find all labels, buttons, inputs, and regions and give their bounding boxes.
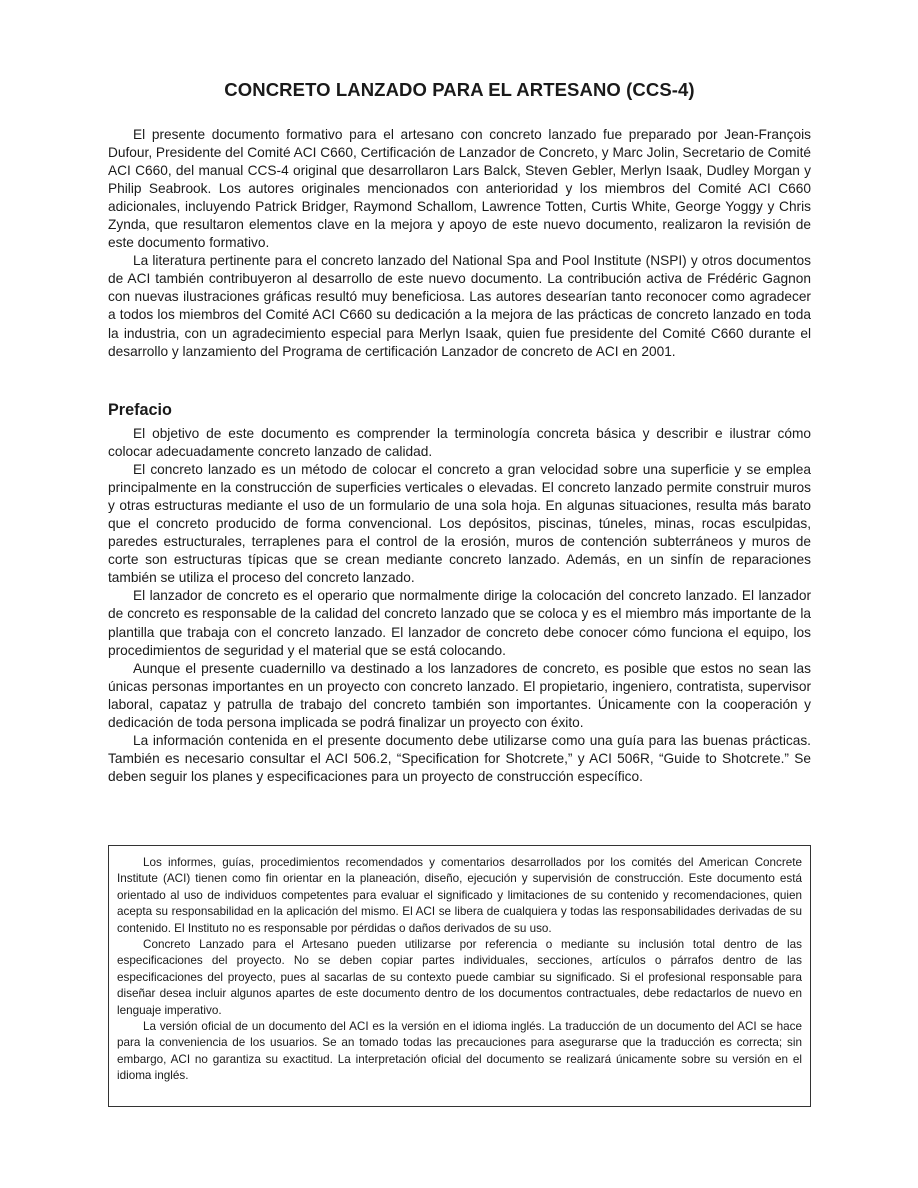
- document-title: CONCRETO LANZADO PARA EL ARTESANO (CCS-4): [224, 79, 695, 100]
- preface-section: [108, 425, 811, 786]
- preface-paragraph: El concreto lanzado es un método de colocar el concreto a gran velocidad sobre una superficie y se emplea principalmente en la construcción de superficies verticales o elevadas. El concreto lanzado permite construir muros y otras estructuras mediante el uso de un formulario de una sola hoja. En algunas situaciones, resulta más barato que el concreto producido de forma convencional. Los depósitos, piscinas, túneles, minas, rocas esculpidas, paredes estructurales, terraplenes para el control de la erosión, muros de contención subterráneos y muros de corte son estructuras típicas que se crean mediante concreto lanzado. Además, en un sinfín de reparaciones también se utiliza el proceso del concreto lanzado.: [108, 462, 811, 586]
- disclaimer-paragraph: Concreto Lanzado para el Artesano pueden utilizarse por referencia o mediante su inclusión total dentro de las especificaciones del proyecto. No se deben copiar partes individuales, secciones, artículos o párrafos dentro de las especificaciones del proyecto, pues al sacarlas de su contexto puede cambiar su significado. Si el profesional responsable para diseñar desea incluir algunos apartes de este documento dentro de los documentos contractuales, debe redactarlos de nuevo en lenguaje imperativo.: [117, 938, 802, 1017]
- preface-paragraph: El objetivo de este documento es comprender la terminología concreta básica y describir e ilustrar cómo colocar adecuadamente concreto lanzado de calidad.: [108, 426, 811, 460]
- preface-paragraph: La información contenida en el presente documento debe utilizarse como una guía para las buenas prácticas. También es necesario consultar el ACI 506.2, “Specification for Shotcrete,” y ACI 506R, “Guide to Shotcrete.” Se deben seguir los planes y especificaciones para un proyecto de construcción específico.: [108, 732, 811, 784]
- intro-paragraph: La literatura pertinente para el concreto lanzado del National Spa and Pool Institute (NSPI) y otros documentos de ACI también contribuyeron al desarrollo de este nuevo documento. La contribución activa de Frédéric Gagnon con nuevas ilustraciones gráficas resultó muy beneficiosa. Las autores desearían tanto reconocer como agradecer a todos los miembros del Comité ACI C660 su dedicación a la mejora de las prácticas de concreto lanzado en toda la industria, con un agradecimiento especial para Merlyn Isaak, quien fue presidente del Comité C660 durante el desarrollo y lanzamiento del Programa de certificación Lanzador de concreto de ACI en 2001.: [108, 253, 811, 359]
- disclaimer-paragraph: La versión oficial de un documento del ACI es la versión en el idioma inglés. La traducción de un documento del ACI se hace para la conveniencia de los usuarios. Se an tomado todas las precauciones para asegurarse que la traducción es correcta; sin embargo, ACI no garantiza su exactitud. La interpretación oficial del documento se realizará únicamente sobre su versión en el idioma inglés.: [117, 1020, 802, 1083]
- intro-section: [108, 126, 811, 361]
- intro-paragraph: El presente documento formativo para el artesano con concreto lanzado fue preparado por Jean-François Dufour, Presidente del Comité ACI C660, Certificación de Lanzador de Concreto, y Marc Jolin, Secretario de Comité ACI C660, del manual CCS-4 original que desarrollaron Lars Balck, Steven Gebler, Merlyn Isaak, Dudley Morgan y Philip Seabrook. Los autores originales mencionados con anterioridad y los miembros del Comité ACI C660 adicionales, incluyendo Patrick Bridger, Raymond Schallom, Lawrence Totten, Curtis White, George Yoggy y Chris Zynda, que resultaron elementos clave en la mejora y apoyo de este nuevo documento, realizaron la revisión de este documento formativo.: [108, 127, 811, 251]
- disclaimer-box: [108, 845, 811, 1107]
- preface-heading: Prefacio: [108, 401, 172, 419]
- preface-paragraph: El lanzador de concreto es el operario que normalmente dirige la colocación del concreto lanzado. El lanzador de concreto es responsable de la calidad del concreto lanzado que se coloca y es el miembro más importante de la plantilla que trabaja con el concreto lanzado. El lanzador de concreto debe conocer cómo funciona el equipo, los procedimientos de seguridad y el material que se está colocando.: [108, 588, 811, 658]
- preface-paragraph: Aunque el presente cuadernillo va destinado a los lanzadores de concreto, es posible que estos no sean las únicas personas importantes en un proyecto con concreto lanzado. El propietario, ingeniero, contratista, supervisor laboral, capataz y patrulla de trabajo del concreto también son importantes. Únicamente con la cooperación y dedicación de toda persona implicada se podrá finalizar un proyecto con éxito.: [108, 660, 811, 730]
- disclaimer-paragraph: Los informes, guías, procedimientos recomendados y comentarios desarrollados por los comités del American Concrete Institute (ACI) tienen como fin orientar en la planeación, diseño, ejecución y supervisión de construcción. Este documento está orientado al uso de individuos competentes para evaluar el significado y limitaciones de su contenido y recomendaciones, quien acepta su responsabilidad en la aplicación del mismo. El ACI se libera de cualquiera y todas las responsabilidades derivadas de su contenido. El Instituto no es responsable por pérdidas o daños derivados de su uso.: [117, 856, 802, 935]
